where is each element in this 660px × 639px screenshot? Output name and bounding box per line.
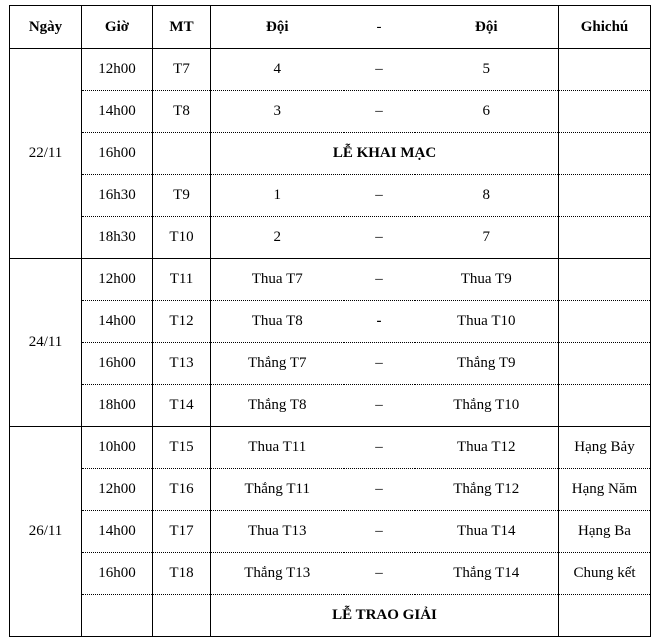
header-dash: -	[344, 6, 415, 49]
match-cell: T9	[153, 175, 211, 217]
match-cell: T17	[153, 511, 211, 553]
header-team-b: Đội	[415, 6, 559, 49]
header-match: MT	[153, 6, 211, 49]
dash-cell: –	[344, 175, 415, 217]
time-cell: 12h00	[82, 469, 153, 511]
table-row	[10, 469, 651, 511]
team-b-cell: 5	[415, 49, 559, 91]
dash-cell: –	[344, 217, 415, 259]
header-note: Ghichú	[559, 6, 651, 49]
header-date: Ngày	[10, 6, 82, 49]
team-b-cell: Thua T9	[415, 259, 559, 301]
note-cell: Hạng Bảy	[559, 427, 651, 469]
time-cell: 12h00	[82, 49, 153, 91]
dash-cell: –	[344, 49, 415, 91]
dash-cell: -	[344, 301, 415, 343]
team-a-cell: Thắng T7	[211, 343, 344, 385]
dash-cell: –	[344, 469, 415, 511]
team-b-cell: 7	[415, 217, 559, 259]
team-b-cell: Thua T14	[415, 511, 559, 553]
dash-cell: –	[344, 259, 415, 301]
team-b-cell: Thua T10	[415, 301, 559, 343]
match-cell: T8	[153, 91, 211, 133]
time-cell: 12h00	[82, 259, 153, 301]
time-cell: 16h00	[82, 553, 153, 595]
time-cell: 16h00	[82, 133, 153, 175]
table-row	[10, 133, 651, 175]
table-row	[10, 259, 651, 301]
note-cell	[559, 595, 651, 637]
dash-cell: –	[344, 511, 415, 553]
opening-ceremony-cell: LỄ KHAI MẠC	[211, 133, 559, 175]
time-cell: 16h30	[82, 175, 153, 217]
time-cell: 10h00	[82, 427, 153, 469]
team-b-cell: Thắng T9	[415, 343, 559, 385]
date-cell: 24/11	[10, 259, 82, 427]
dash-cell: –	[344, 427, 415, 469]
team-a-cell: Thắng T13	[211, 553, 344, 595]
note-cell	[559, 301, 651, 343]
team-a-cell: Thắng T11	[211, 469, 344, 511]
team-a-cell: 4	[211, 49, 344, 91]
schedule-table	[9, 5, 651, 637]
note-cell	[559, 259, 651, 301]
table-row	[10, 49, 651, 91]
note-cell: Hạng Ba	[559, 511, 651, 553]
note-cell	[559, 91, 651, 133]
table-row	[10, 301, 651, 343]
table-row	[10, 175, 651, 217]
table-row	[10, 511, 651, 553]
match-cell: T11	[153, 259, 211, 301]
match-cell: T7	[153, 49, 211, 91]
time-cell: 18h00	[82, 385, 153, 427]
match-cell: T15	[153, 427, 211, 469]
note-cell	[559, 343, 651, 385]
team-a-cell: 2	[211, 217, 344, 259]
table-row	[10, 217, 651, 259]
team-a-cell: Thua T7	[211, 259, 344, 301]
table-row	[10, 343, 651, 385]
team-b-cell: Thua T12	[415, 427, 559, 469]
table-row	[10, 553, 651, 595]
award-ceremony-cell: LỄ TRAO GIẢI	[211, 595, 559, 637]
team-a-cell: Thua T11	[211, 427, 344, 469]
note-cell: Hạng Năm	[559, 469, 651, 511]
note-cell	[559, 49, 651, 91]
team-a-cell: Thua T8	[211, 301, 344, 343]
note-cell	[559, 133, 651, 175]
team-b-cell: 8	[415, 175, 559, 217]
team-a-cell: Thua T13	[211, 511, 344, 553]
match-cell: T18	[153, 553, 211, 595]
date-cell: 22/11	[10, 49, 82, 259]
match-cell: T13	[153, 343, 211, 385]
match-cell: T12	[153, 301, 211, 343]
note-cell: Chung kết	[559, 553, 651, 595]
note-cell	[559, 385, 651, 427]
table-row	[10, 595, 651, 637]
header-row	[10, 6, 651, 49]
team-a-cell: 3	[211, 91, 344, 133]
time-cell: 16h00	[82, 343, 153, 385]
note-cell	[559, 217, 651, 259]
team-b-cell: Thắng T14	[415, 553, 559, 595]
dash-cell: –	[344, 553, 415, 595]
match-cell: T16	[153, 469, 211, 511]
time-cell: 18h30	[82, 217, 153, 259]
match-cell: T10	[153, 217, 211, 259]
match-cell: T14	[153, 385, 211, 427]
match-cell	[153, 595, 211, 637]
time-cell: 14h00	[82, 511, 153, 553]
header-time: Giờ	[82, 6, 153, 49]
schedule-container	[9, 5, 651, 637]
dash-cell: –	[344, 385, 415, 427]
time-cell: 14h00	[82, 301, 153, 343]
team-b-cell: Thắng T10	[415, 385, 559, 427]
date-cell: 26/11	[10, 427, 82, 637]
table-row	[10, 427, 651, 469]
dash-cell: –	[344, 91, 415, 133]
note-cell	[559, 175, 651, 217]
table-row	[10, 91, 651, 133]
team-a-cell: 1	[211, 175, 344, 217]
table-row	[10, 385, 651, 427]
header-team-a: Đội	[211, 6, 344, 49]
dash-cell: –	[344, 343, 415, 385]
team-a-cell: Thắng T8	[211, 385, 344, 427]
time-cell: 14h00	[82, 91, 153, 133]
team-b-cell: Thắng T12	[415, 469, 559, 511]
team-b-cell: 6	[415, 91, 559, 133]
time-cell	[82, 595, 153, 637]
